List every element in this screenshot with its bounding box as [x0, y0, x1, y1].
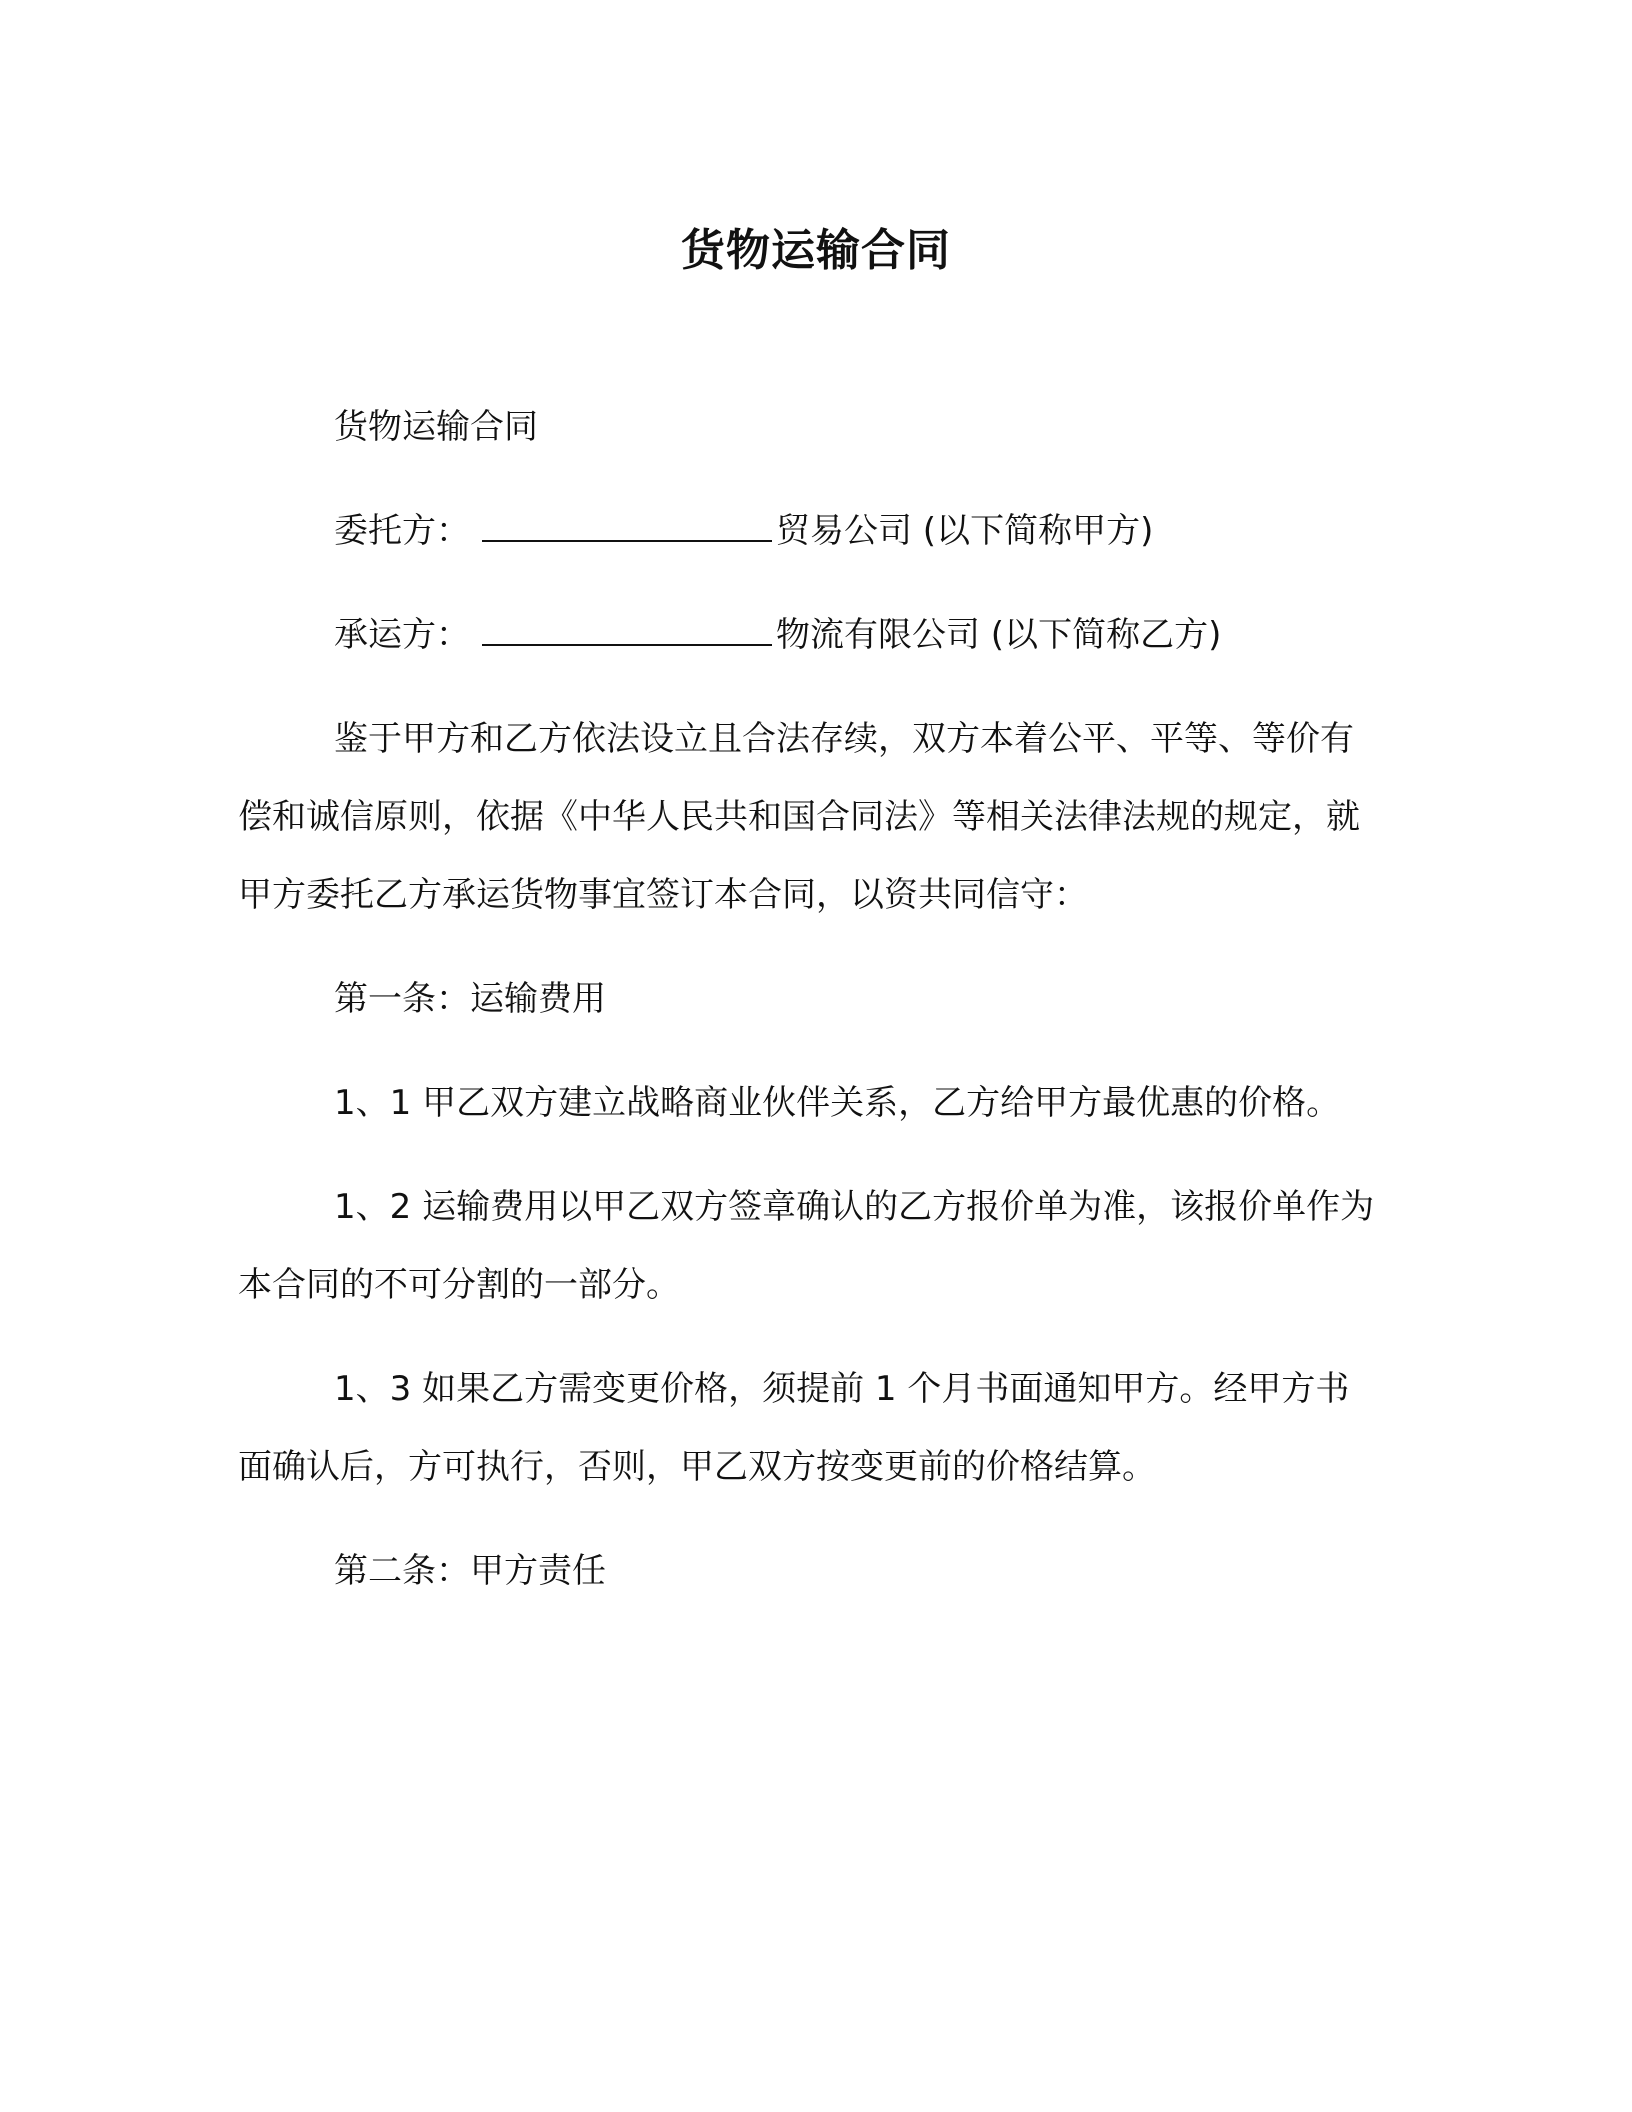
client-blank-line: [482, 510, 772, 542]
carrier-label: 承运方：: [334, 615, 470, 655]
document-subtitle: 货物运输合同: [334, 407, 538, 447]
clause-1-2: 1、2 运输费用以甲乙双方签章确认的乙方报价单为准，该报价单作为本合同的不可分割的一部分。: [238, 1187, 1375, 1305]
document-title: 货物运输合同: [681, 225, 951, 276]
article-2-heading: 第二条：甲方责任: [334, 1551, 606, 1591]
preamble-paragraph: 鉴于甲方和乙方依法设立且合法存续，双方本着公平、平等、等价有偿和诚信原则，依据《中华人民共和国合同法》等相关法律法规的规定，就甲方委托乙方承运货物事宜签订本合同，以资共同信守：: [238, 719, 1360, 915]
client-line: [238, 492, 1376, 570]
carrier-line: [238, 596, 1376, 674]
document-body: [238, 388, 1376, 1636]
carrier-blank-line: [482, 614, 772, 646]
clause-1-1: 1、1 甲乙双方建立战略商业伙伴关系，乙方给甲方最优惠的价格。: [334, 1083, 1341, 1123]
article-1-heading: 第一条：运输费用: [334, 979, 606, 1019]
clause-1-3: 1、3 如果乙方需变更价格，须提前 1 个月书面通知甲方。经甲方书面确认后，方可执行，否则，甲乙双方按变更前的价格结算。: [238, 1369, 1350, 1487]
carrier-suffix: 物流有限公司 (以下简称乙方): [776, 615, 1222, 655]
client-suffix: 贸易公司 (以下简称甲方): [776, 511, 1154, 551]
client-label: 委托方：: [334, 511, 470, 551]
